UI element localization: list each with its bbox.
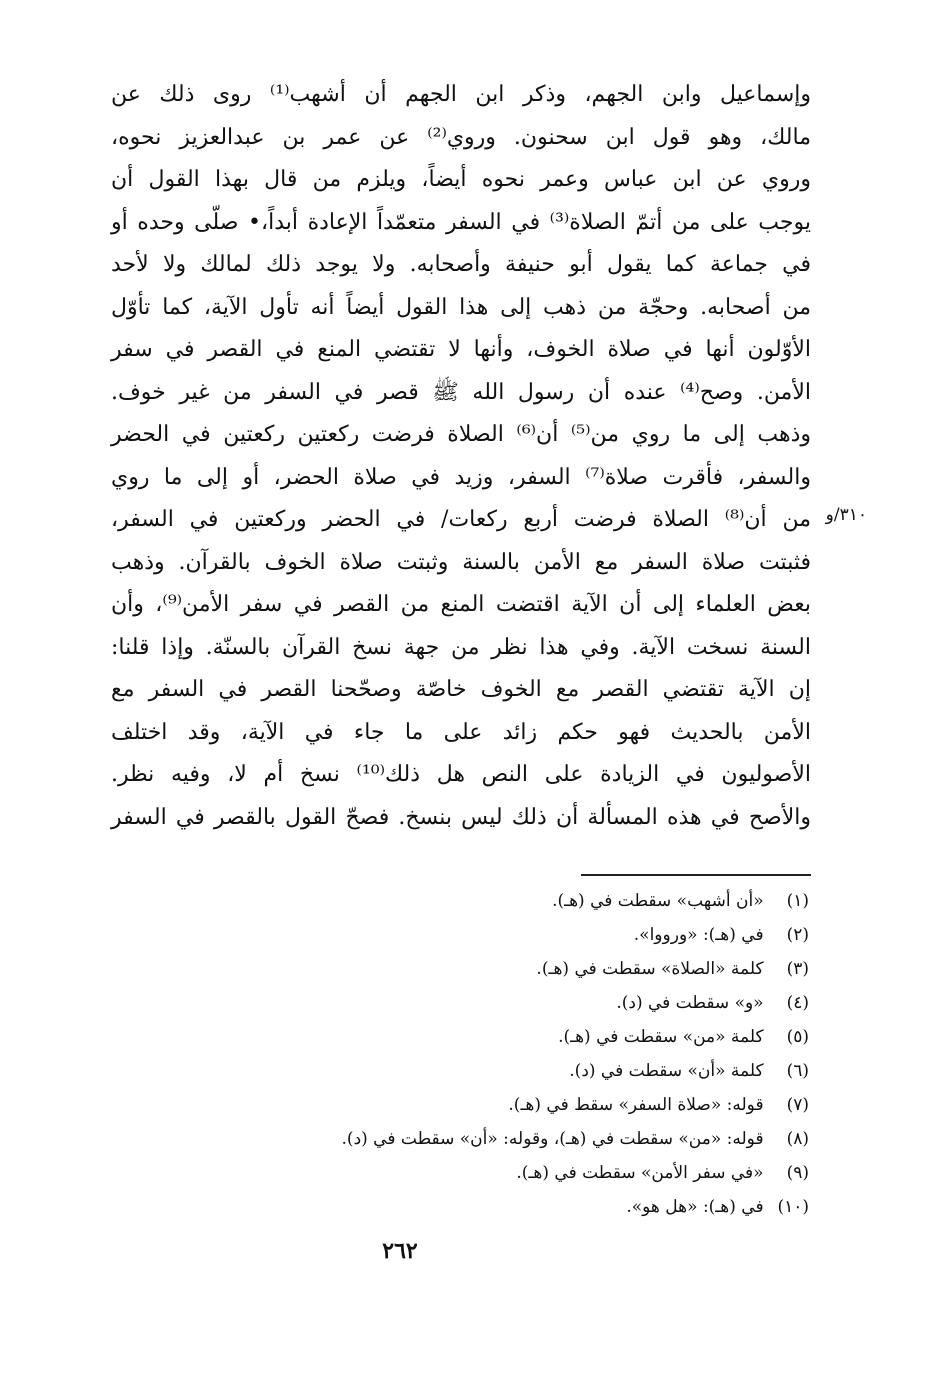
- text-line: بعض العلماء إلى أن الآية اقتضت المنع من القصر في سفر الأمن⁽⁹⁾، وأن: [111, 592, 811, 617]
- footnote: [209, 1020, 809, 1054]
- footnote-number: (٦): [786, 1061, 809, 1081]
- footnote-text: «و» سقطت في (د).: [616, 993, 764, 1013]
- footnote: [209, 952, 809, 986]
- text-line: يوجب على من أتمّ الصلاة⁽³⁾ في السفر متعمّداً الإعادة أبداً،• صلّى وحده أو: [111, 209, 811, 235]
- text-line: وروي عن ابن عباس وعمر نحوه أيضاً، ويلزم من قال بهذا القول أن: [111, 167, 811, 192]
- text-line: من أن⁽⁸⁾ الصلاة فرضت أربع ركعات/ في الحضر وركعتين في السفر،: [111, 507, 811, 532]
- main-text: [111, 74, 811, 839]
- footnote-number: (٨): [786, 1129, 809, 1149]
- footnote-number: (٩): [786, 1163, 809, 1183]
- text-line: والأصح في هذه المسألة أن ذلك ليس بنسخ. فصحّ القول بالقصر في السفر: [111, 804, 811, 830]
- page-number: ٢٦٢: [382, 1238, 418, 1264]
- text-line: فثبتت صلاة السفر مع الأمن بالسنة وثبتت صلاة الخوف بالقرآن. وذهب: [111, 549, 811, 575]
- footnote: [209, 1122, 809, 1156]
- footnote-number: (٤): [786, 993, 809, 1013]
- text-line: الأمن. وصح⁽⁴⁾ عنده أن رسول الله ﷺ قصر في السفر من غير خوف.: [111, 379, 812, 405]
- footnote-number: (٣): [786, 959, 809, 979]
- text-line: والسفر، فأقرت صلاة⁽⁷⁾ السفر، وزيد في صلاة الحضر، أو إلى ما روي: [111, 464, 811, 490]
- footnote-text: كلمة «أن» سقطت في (د).: [569, 1061, 764, 1081]
- text-line: في جماعة كما يقول أبو حنيفة وأصحابه. ولا يوجد ذلك لمالك ولا لأحد: [111, 252, 811, 277]
- footnote-text: في (هـ): «هل هو».: [626, 1197, 764, 1217]
- footnote-text: في (هـ): «ورووا».: [633, 925, 764, 945]
- text-line: مالك، وهو قول ابن سحنون. وروي⁽²⁾ عن عمر بن عبدالعزيز نحوه،: [111, 124, 811, 150]
- footnote-number: (٥): [786, 1027, 809, 1047]
- footnote-text: «أن أشهب» سقطت في (هـ).: [552, 891, 764, 911]
- text-line: وذهب إلى ما روي من⁽⁵⁾ أن⁽⁶⁾ الصلاة فرضت ركعتين ركعتين في الحضر: [111, 422, 812, 447]
- footnote-number: (٢): [786, 925, 809, 945]
- footnote-text: قوله: «صلاة السفر» سقط في (هـ).: [508, 1095, 764, 1115]
- text-line: وإسماعيل وابن الجهم، وذكر ابن الجهم أن أشهب⁽¹⁾ روى ذلك عن: [111, 82, 811, 107]
- footnote: [209, 1054, 809, 1088]
- footnote: [209, 1156, 809, 1190]
- footnote-number: (١): [786, 891, 809, 911]
- footnote-text: كلمة «من» سقطت في (هـ).: [558, 1027, 764, 1047]
- text-line: من أصحابه. وحجّة من ذهب إلى هذا القول أيضاً أنه تأول الآية، كما تأوّل: [111, 294, 811, 320]
- footnotes: [209, 884, 809, 1224]
- text-line: السنة نسخت الآية. وفي هذا نظر من جهة نسخ القرآن بالسنّة. وإذا قلنا:: [111, 634, 811, 660]
- footnote: [209, 1190, 809, 1224]
- footnote-text: قوله: «من» سقطت في (هـ)، وقوله: «أن» سقطت في (د).: [341, 1129, 764, 1149]
- text-line: الأمن بالحديث فهو حكم زائد على ما جاء في الآية، وقد اختلف: [111, 719, 811, 745]
- text-line: إن الآية تقتضي القصر مع الخوف خاصّة وصحّحنا القصر في السفر مع: [111, 677, 811, 702]
- text-line: الأوّلون أنها في صلاة الخوف، وأنها لا تقتضي المنع في القصر في سفر: [111, 337, 811, 362]
- footnote-text: «في سفر الأمن» سقطت في (هـ).: [516, 1163, 764, 1183]
- manuscript-folio-marker: ٣١٠/و: [825, 505, 867, 525]
- footnote-separator: [581, 874, 811, 876]
- footnote: [209, 918, 809, 952]
- footnote-number: (١٠): [777, 1197, 809, 1217]
- text-line: الأصوليون في الزيادة على النص هل ذلك⁽¹⁰⁾ نسخ أم لا، وفيه نظر.: [111, 762, 811, 787]
- footnote-text: كلمة «الصلاة» سقطت في (هـ).: [536, 959, 764, 979]
- footnote: [209, 884, 809, 918]
- footnote-number: (٧): [786, 1095, 809, 1115]
- footnote: [209, 1088, 809, 1122]
- footnote: [209, 986, 809, 1020]
